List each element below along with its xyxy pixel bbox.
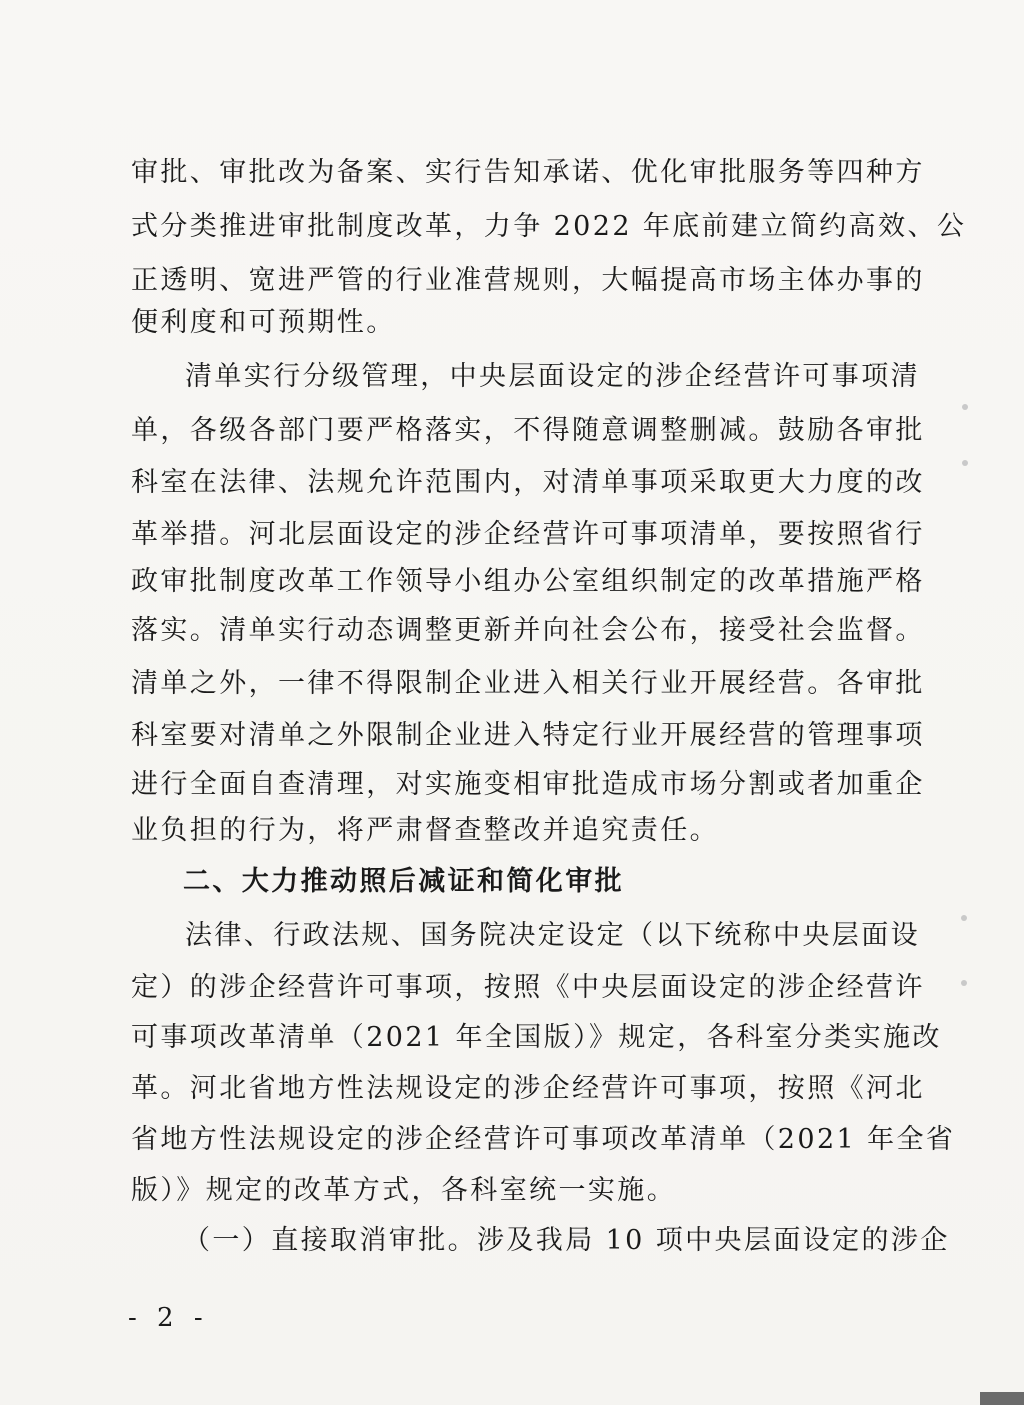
body-text-line: 可事项改革清单（2021 年全国版）》规定，各科室分类实施改 bbox=[131, 1022, 942, 1053]
body-text-line: 落实。清单实行动态调整更新并向社会公布，接受社会监督。 bbox=[131, 615, 925, 646]
body-text-line: 革举措。河北层面设定的涉企经营许可事项清单，要按照省行 bbox=[131, 519, 925, 550]
body-text-line: 进行全面自查清理，对实施变相审批造成市场分割或者加重企 bbox=[131, 769, 925, 800]
body-text-line: 正透明、宽进严管的行业准营规则，大幅提高市场主体办事的 bbox=[131, 265, 925, 296]
body-text-line: 定）的涉企经营许可事项，按照《中央层面设定的涉企经营许 bbox=[131, 972, 925, 1003]
body-text-line: 省地方性法规设定的涉企经营许可事项改革清单（2021 年全省 bbox=[131, 1124, 956, 1155]
scan-dot-mark bbox=[962, 460, 968, 466]
scan-dot-mark bbox=[962, 404, 968, 410]
body-text-line: 科室在法律、法规允许范围内，对清单事项采取更大力度的改 bbox=[131, 467, 925, 498]
body-text-line: 便利度和可预期性。 bbox=[131, 307, 396, 338]
body-text-line: 革。河北省地方性法规设定的涉企经营许可事项，按照《河北 bbox=[131, 1073, 925, 1104]
body-text-line: 业负担的行为，将严肃督查整改并追究责任。 bbox=[131, 815, 719, 846]
page-number: - 2 - bbox=[128, 1303, 209, 1333]
paragraph-first-line: 清单实行分级管理，中央层面设定的涉企经营许可事项清 bbox=[185, 361, 920, 392]
scan-edge-mark bbox=[980, 1392, 1024, 1405]
body-text-line: 单，各级各部门要严格落实，不得随意调整删减。鼓励各审批 bbox=[131, 415, 925, 446]
body-text-line: 清单之外，一律不得限制企业进入相关行业开展经营。各审批 bbox=[131, 668, 925, 699]
paragraph-first-line: 法律、行政法规、国务院决定设定（以下统称中央层面设 bbox=[185, 920, 920, 951]
scan-dot-mark bbox=[961, 980, 967, 986]
subsection-first-line: （一）直接取消审批。涉及我局 10 项中央层面设定的涉企 bbox=[183, 1225, 950, 1256]
body-text-line: 科室要对清单之外限制企业进入特定行业开展经营的管理事项 bbox=[131, 720, 925, 751]
body-text-line: 版）》规定的改革方式，各科室统一实施。 bbox=[131, 1175, 677, 1206]
section-heading: 二、大力推动照后减证和简化审批 bbox=[183, 866, 624, 897]
body-text-line: 政审批制度改革工作领导小组办公室组织制定的改革措施严格 bbox=[131, 566, 925, 597]
scan-dot-mark bbox=[961, 915, 967, 921]
body-text-line: 审批、审批改为备案、实行告知承诺、优化审批服务等四种方 bbox=[131, 157, 925, 188]
body-text-line: 式分类推进审批制度改革，力争 2022 年底前建立简约高效、公 bbox=[131, 211, 967, 242]
